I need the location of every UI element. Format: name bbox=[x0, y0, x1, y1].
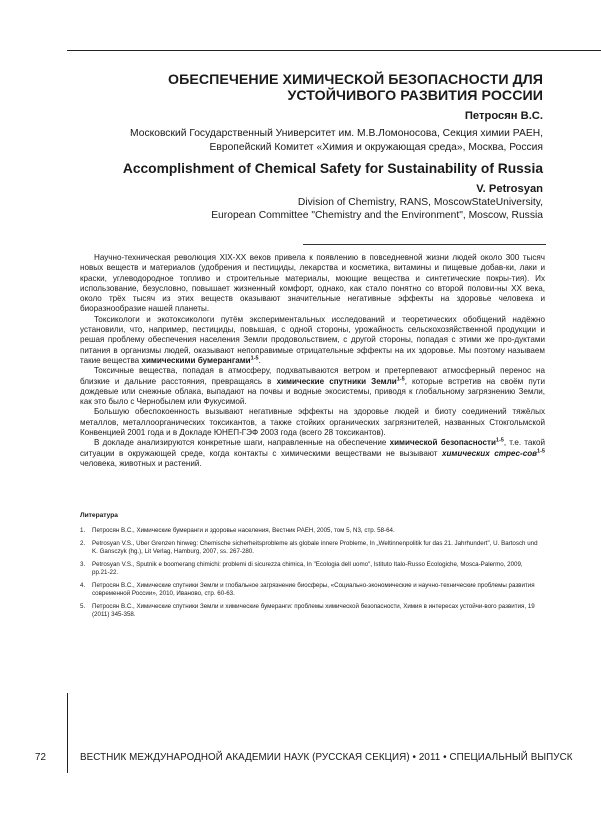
affiliation-ru bbox=[73, 127, 543, 154]
page-number: 72 bbox=[35, 752, 46, 763]
term-chemical-satellites: химические спутники Земли bbox=[276, 376, 397, 386]
term-chemical-stresses: химических стрес-сов bbox=[441, 448, 538, 458]
affiliation-ru-line: Европейский Комитет «Химия и окружающая среда», Москва, Россия bbox=[209, 141, 543, 153]
reference-item: 3. Petrosyan V.S., Sputnik e boomerang chimichi: problemi di sicurezza chimica, In "Ecologia dell uomo", Istituto Italo-Russo Ecologiche, Mosca-Palermo, 2009, pp.21-22. bbox=[80, 561, 523, 577]
reference-item: 1. Петросян В.С., Химические бумеранги и здоровье населения, Вестник РАЕН, 2005, том 5, N3, стр. 58-64. bbox=[80, 527, 395, 534]
affiliation-en bbox=[73, 197, 543, 222]
paragraph: В докладе анализируются конкретные шаги, направленные на обеспечение химической безопасности$^{1-5}$, т.е. такой ситуации в окружающей среде, когда контакты с химическими веществами не вызывают химических стрес-сов$^{1-5}$ человека, животных и растений. bbox=[80, 437, 545, 468]
section-rule bbox=[303, 244, 546, 245]
title-ru: ОБЕСПЕЧЕНИЕ ХИМИЧЕСКОЙ БЕЗОПАСНОСТИ ДЛЯ УСТОЙЧИВОГО РАЗВИТИЯ РОССИИ bbox=[168, 72, 543, 104]
paragraph: Токсичные вещества, попадая в атмосферу, подхватываются ветром и претерпевают атмосферный перенос на близкие и дальние расстояния, превращаясь в химические спутники Земли$^{1-5}$, которые встретив на своём пути дождевые или снежные облака, выпадают на почвы и водные экосистемы, приводя к глобальному загрязнению Земли, как это было с Чернобылем или Фукусимой. bbox=[80, 366, 545, 407]
affiliation-en-line: Division of Chemistry, RANS, MoscowStateUniversity, bbox=[297, 197, 543, 208]
affiliation-en-line: European Committee "Chemistry and the Environment", Moscow, Russia bbox=[211, 209, 543, 221]
author-en: V. Petrosyan bbox=[476, 183, 543, 195]
paragraph: Большую обеспокоенность вызывают негативные эффекты на здоровье людей и биоту соединений тяжёлых металлов, металлоорганических токсикантов, а также стойких органических загрязнителей, названных Стокгольмской Конвенцией 2001 года и в Докладе ЮНЕП-ГЭФ 2003 года (всего 28 токсикантов). bbox=[80, 407, 545, 438]
paragraph: Токсикологи и экотоксикологи путём экспериментальных исследований и теоретических обобщений надёжно установили, что, например, пестициды, повышая, с одной стороны, урожайность сельскохозяйственной продукции и решая проблему обеспечения населения Земли продовольствием, с другой стороны, попадая с этими же про-дуктами питания в организмы людей, оказывают непоправимые отрицательные эффекты на их здоровье. Мы поэтому называем такие вещества химическими бумерангами$^{1-5}$. bbox=[80, 314, 545, 365]
title-en: Accomplishment of Chemical Safety for Sustainability of Russia bbox=[122, 161, 543, 176]
abstract-body bbox=[80, 253, 545, 469]
references-list bbox=[80, 527, 540, 624]
reference-item: 2. Petrosyan V.S., Uber Grenzen hinweg: Chemische sicherheitsprobleme als globale innere Probleme, In „Weltinnenpolitik fur das 21. Jahrhundert", U. Bartosch und K. Gansczyk (hg.), Lit Verlag, Hamburg, 2007, ss. 267-280. bbox=[80, 539, 538, 556]
top-rule bbox=[67, 50, 601, 51]
literature-heading: Литература bbox=[80, 512, 118, 519]
reference-item: 4. Петросян В.С., Химические спутники Земли и глобальное загрязнение биосферы, «Социально-экономические и научно-технические проблемы развития современной России», 2010, Иваново, стр. 60-63. bbox=[80, 582, 535, 598]
term-chemical-boomerangs: химическими бумерангами bbox=[141, 355, 251, 365]
affiliation-ru-line: Московский Государственный Университет им. М.В.Ломоносова, Секция химии РАЕН, bbox=[130, 128, 543, 139]
term-chemical-safety: химической безопасности bbox=[389, 438, 496, 448]
running-footer: ВЕСТНИК МЕЖДУНАРОДНОЙ АКАДЕМИИ НАУК (РУССКАЯ СЕКЦИЯ) • 2011 • СПЕЦИАЛЬНЫЙ ВЫПУСК bbox=[80, 752, 573, 763]
margin-rule bbox=[67, 693, 68, 773]
paragraph: Научно-техническая революция XIX-XX веков привела к появлению в повседневной жизни людей около 300 тысяч новых веществ и материалов (удобрения и пестициды, лекарства и косметика, витамины и пищевые добав-ки, лаки и краски, углеводородное топливо и строительные материалы, моющие вещества и синтетические покры-тия). Их использование, безусловно, повышает жизненный комфорт, однако, как стало понятно со второй полови-ны XX века, около трёх тысяч из этих веществ оказывают значительные негативные эффекты на здоровье человека и биоразнообразие нашей планеты. bbox=[80, 253, 545, 314]
author-ru: Петросян В.С. bbox=[464, 110, 543, 122]
reference-item: 5. Петросян В.С., Химические спутники Земли и химические бумеранги: проблемы химической безопасности, Химия в интересах устойчи-вого развития, 19 (2011) 345-358. bbox=[80, 603, 535, 619]
